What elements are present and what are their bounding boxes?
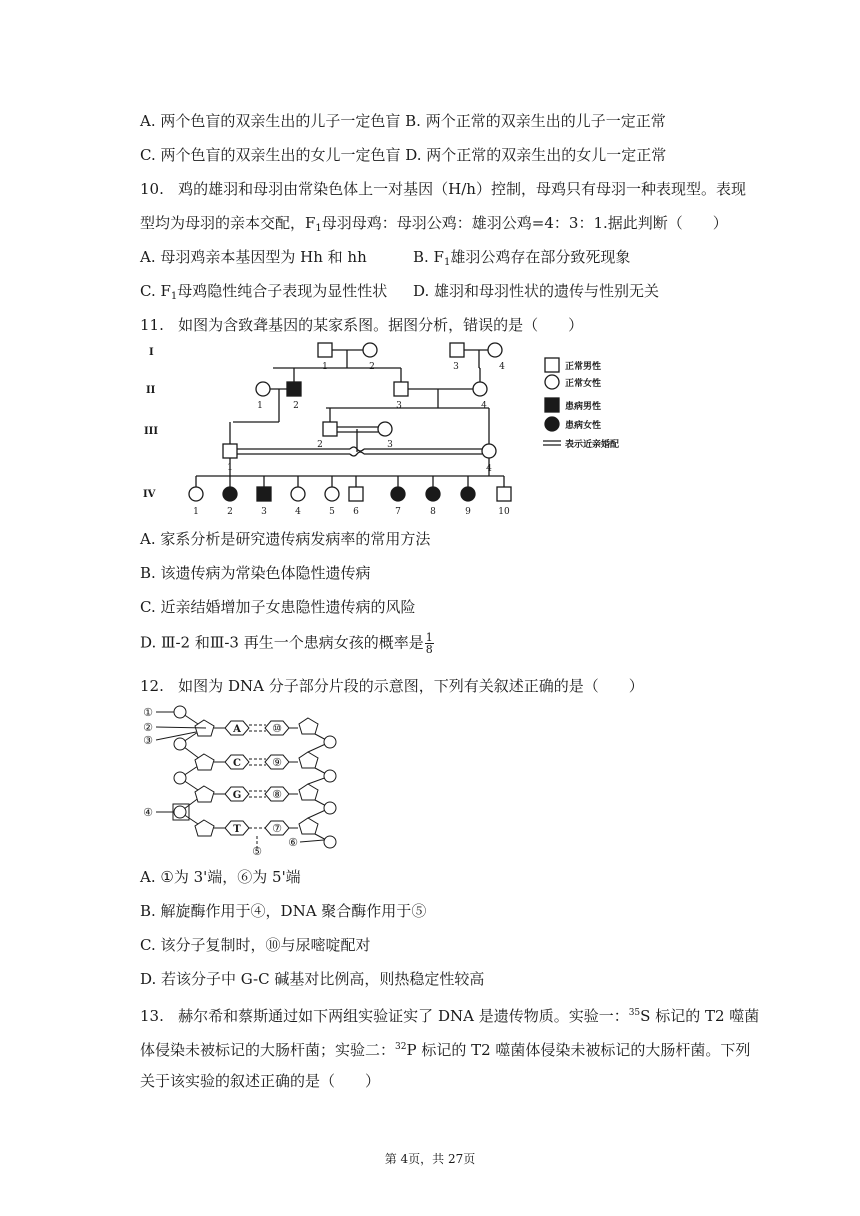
svg-text:⑩: ⑩	[272, 722, 282, 735]
gen-label-3: III	[144, 426, 159, 437]
svg-text:2: 2	[227, 507, 233, 517]
q9-option-a: A. 两个色盲的双亲生出的儿子一定色盲	[140, 112, 401, 130]
gen-label-1: I	[149, 347, 154, 358]
svg-text:3: 3	[387, 440, 393, 450]
q13-stem-line2: 体侵染未被标记的大肠杆菌；实验二：$^{32}$P 标记的 T2 噬菌体侵染未被标记的大肠杆菌。下列	[140, 1041, 751, 1059]
svg-text:1: 1	[193, 507, 199, 517]
svg-text:③: ③	[143, 734, 153, 747]
svg-text:3: 3	[261, 507, 267, 517]
svg-text:⑨: ⑨	[272, 756, 282, 769]
q11-option-c: C. 近亲结婚增加子女患隐性遗传病的风险	[140, 598, 416, 616]
svg-text:⑥: ⑥	[288, 836, 298, 849]
svg-text:1: 1	[322, 362, 328, 372]
gen-label-4: IV	[143, 489, 156, 500]
q9-options-row1	[140, 111, 666, 131]
pedigree-diagram	[140, 338, 660, 520]
q11-number: 11.	[140, 316, 164, 334]
q10-stem-text1: 鸡的雄羽和母羽由常染色体上一对基因（H/h）控制，母鸡只有母羽一种表现型。表现	[178, 180, 746, 198]
svg-text:4: 4	[499, 362, 505, 372]
q10-option-a: A. 母羽鸡亲本基因型为 Hh 和 hh	[140, 248, 367, 266]
svg-text:7: 7	[395, 507, 401, 517]
q12-option-d: D. 若该分子中 G-C 碱基对比例高，则热稳定性较高	[140, 970, 485, 988]
svg-text:10: 10	[498, 507, 510, 517]
q11-stem: 11. 如图为含致聋基因的某家系图。据图分析，错误的是（ ）	[140, 316, 584, 334]
legend-affected-male: 患病男性	[565, 402, 602, 412]
q13-number: 13.	[140, 1007, 164, 1025]
svg-text:①: ①	[143, 706, 153, 719]
q9-options-row2	[140, 145, 666, 165]
gen-label-2: II	[146, 385, 156, 396]
q9-option-c: C. 两个色盲的双亲生出的女儿一定色盲	[140, 146, 401, 164]
q10-stem-line1	[140, 179, 746, 199]
q12-number: 12.	[140, 677, 164, 695]
svg-text:2: 2	[293, 401, 299, 411]
q12-stem: 12. 如图为 DNA 分子部分片段的示意图，下列有关叙述正确的是（ ）	[140, 677, 644, 695]
q12-option-c: C. 该分子复制时，⑩与尿嘧啶配对	[140, 936, 371, 954]
svg-text:4: 4	[481, 401, 487, 411]
q12-option-b: B. 解旋酶作用于④，DNA 聚合酶作用于⑤	[140, 902, 427, 920]
svg-text:4: 4	[486, 464, 492, 474]
svg-text:2: 2	[317, 440, 323, 450]
base-g: G	[232, 790, 242, 801]
svg-text:②: ②	[143, 721, 153, 734]
svg-text:⑤: ⑤	[252, 845, 262, 858]
q13-stem-line1: 13. 赫尔希和蔡斯通过如下两组实验证实了 DNA 是遗传物质。实验一：$^{35}$S 标记的 T2 噬菌	[140, 1007, 760, 1025]
svg-text:5: 5	[329, 507, 335, 517]
q10-option-b: B. $F_1$雄羽公鸡存在部分致死现象	[413, 248, 631, 268]
svg-text:8: 8	[430, 507, 436, 517]
svg-text:2: 2	[369, 362, 375, 372]
q10-option-c: C. $F_1$母鸡隐性纯合子表现为显性性状	[140, 282, 388, 302]
q9-option-d: D. 两个正常的双亲生出的女儿一定正常	[405, 146, 667, 164]
q11-option-b: B. 该遗传病为常染色体隐性遗传病	[140, 564, 371, 582]
svg-text:1: 1	[257, 401, 263, 411]
q9-option-b: B. 两个正常的双亲生出的儿子一定正常	[405, 112, 666, 130]
svg-text:⑧: ⑧	[272, 788, 282, 801]
svg-text:4: 4	[295, 507, 301, 517]
q10-stem-line2: 型均为母羽的亲本交配，$F_1$母羽母鸡：母羽公鸡：雄羽公鸡=4：3：1.据此判断（ ）	[140, 214, 728, 234]
svg-text:3: 3	[396, 401, 402, 411]
dna-segment-diagram	[140, 700, 350, 858]
svg-text:6: 6	[353, 507, 359, 517]
legend-normal-female: 正常女性	[565, 379, 602, 389]
legend-affected-female: 患病女性	[565, 421, 602, 431]
legend-normal-male: 正常男性	[565, 362, 602, 372]
q11-option-d: D. Ⅲ-2 和Ⅲ-3 再生一个患病女孩的概率是 $\frac{1}{8}$	[140, 631, 433, 656]
svg-text:⑦: ⑦	[272, 822, 282, 835]
fraction-one-eighth: $\frac{1}{8}$	[425, 631, 433, 656]
base-c: C	[233, 758, 241, 769]
svg-text:3: 3	[453, 362, 459, 372]
q10-option-d: D. 雄羽和母羽性状的遗传与性别无关	[413, 282, 660, 300]
base-t: T	[233, 824, 241, 835]
q12-option-a: A. ①为 3'端，⑥为 5'端	[140, 868, 301, 886]
svg-text:④: ④	[143, 806, 153, 819]
legend-consanguineous: 表示近亲婚配	[565, 440, 620, 450]
q11-option-a: A. 家系分析是研究遗传病发病率的常用方法	[140, 530, 431, 548]
base-a: A	[233, 724, 241, 735]
svg-text:9: 9	[465, 507, 471, 517]
q10-number: 10.	[140, 180, 164, 198]
svg-text:1: 1	[227, 463, 233, 473]
page-footer: 第 4页，共 27页	[384, 1152, 476, 1166]
q13-stem-line3: 关于该实验的叙述正确的是（ ）	[140, 1072, 381, 1090]
